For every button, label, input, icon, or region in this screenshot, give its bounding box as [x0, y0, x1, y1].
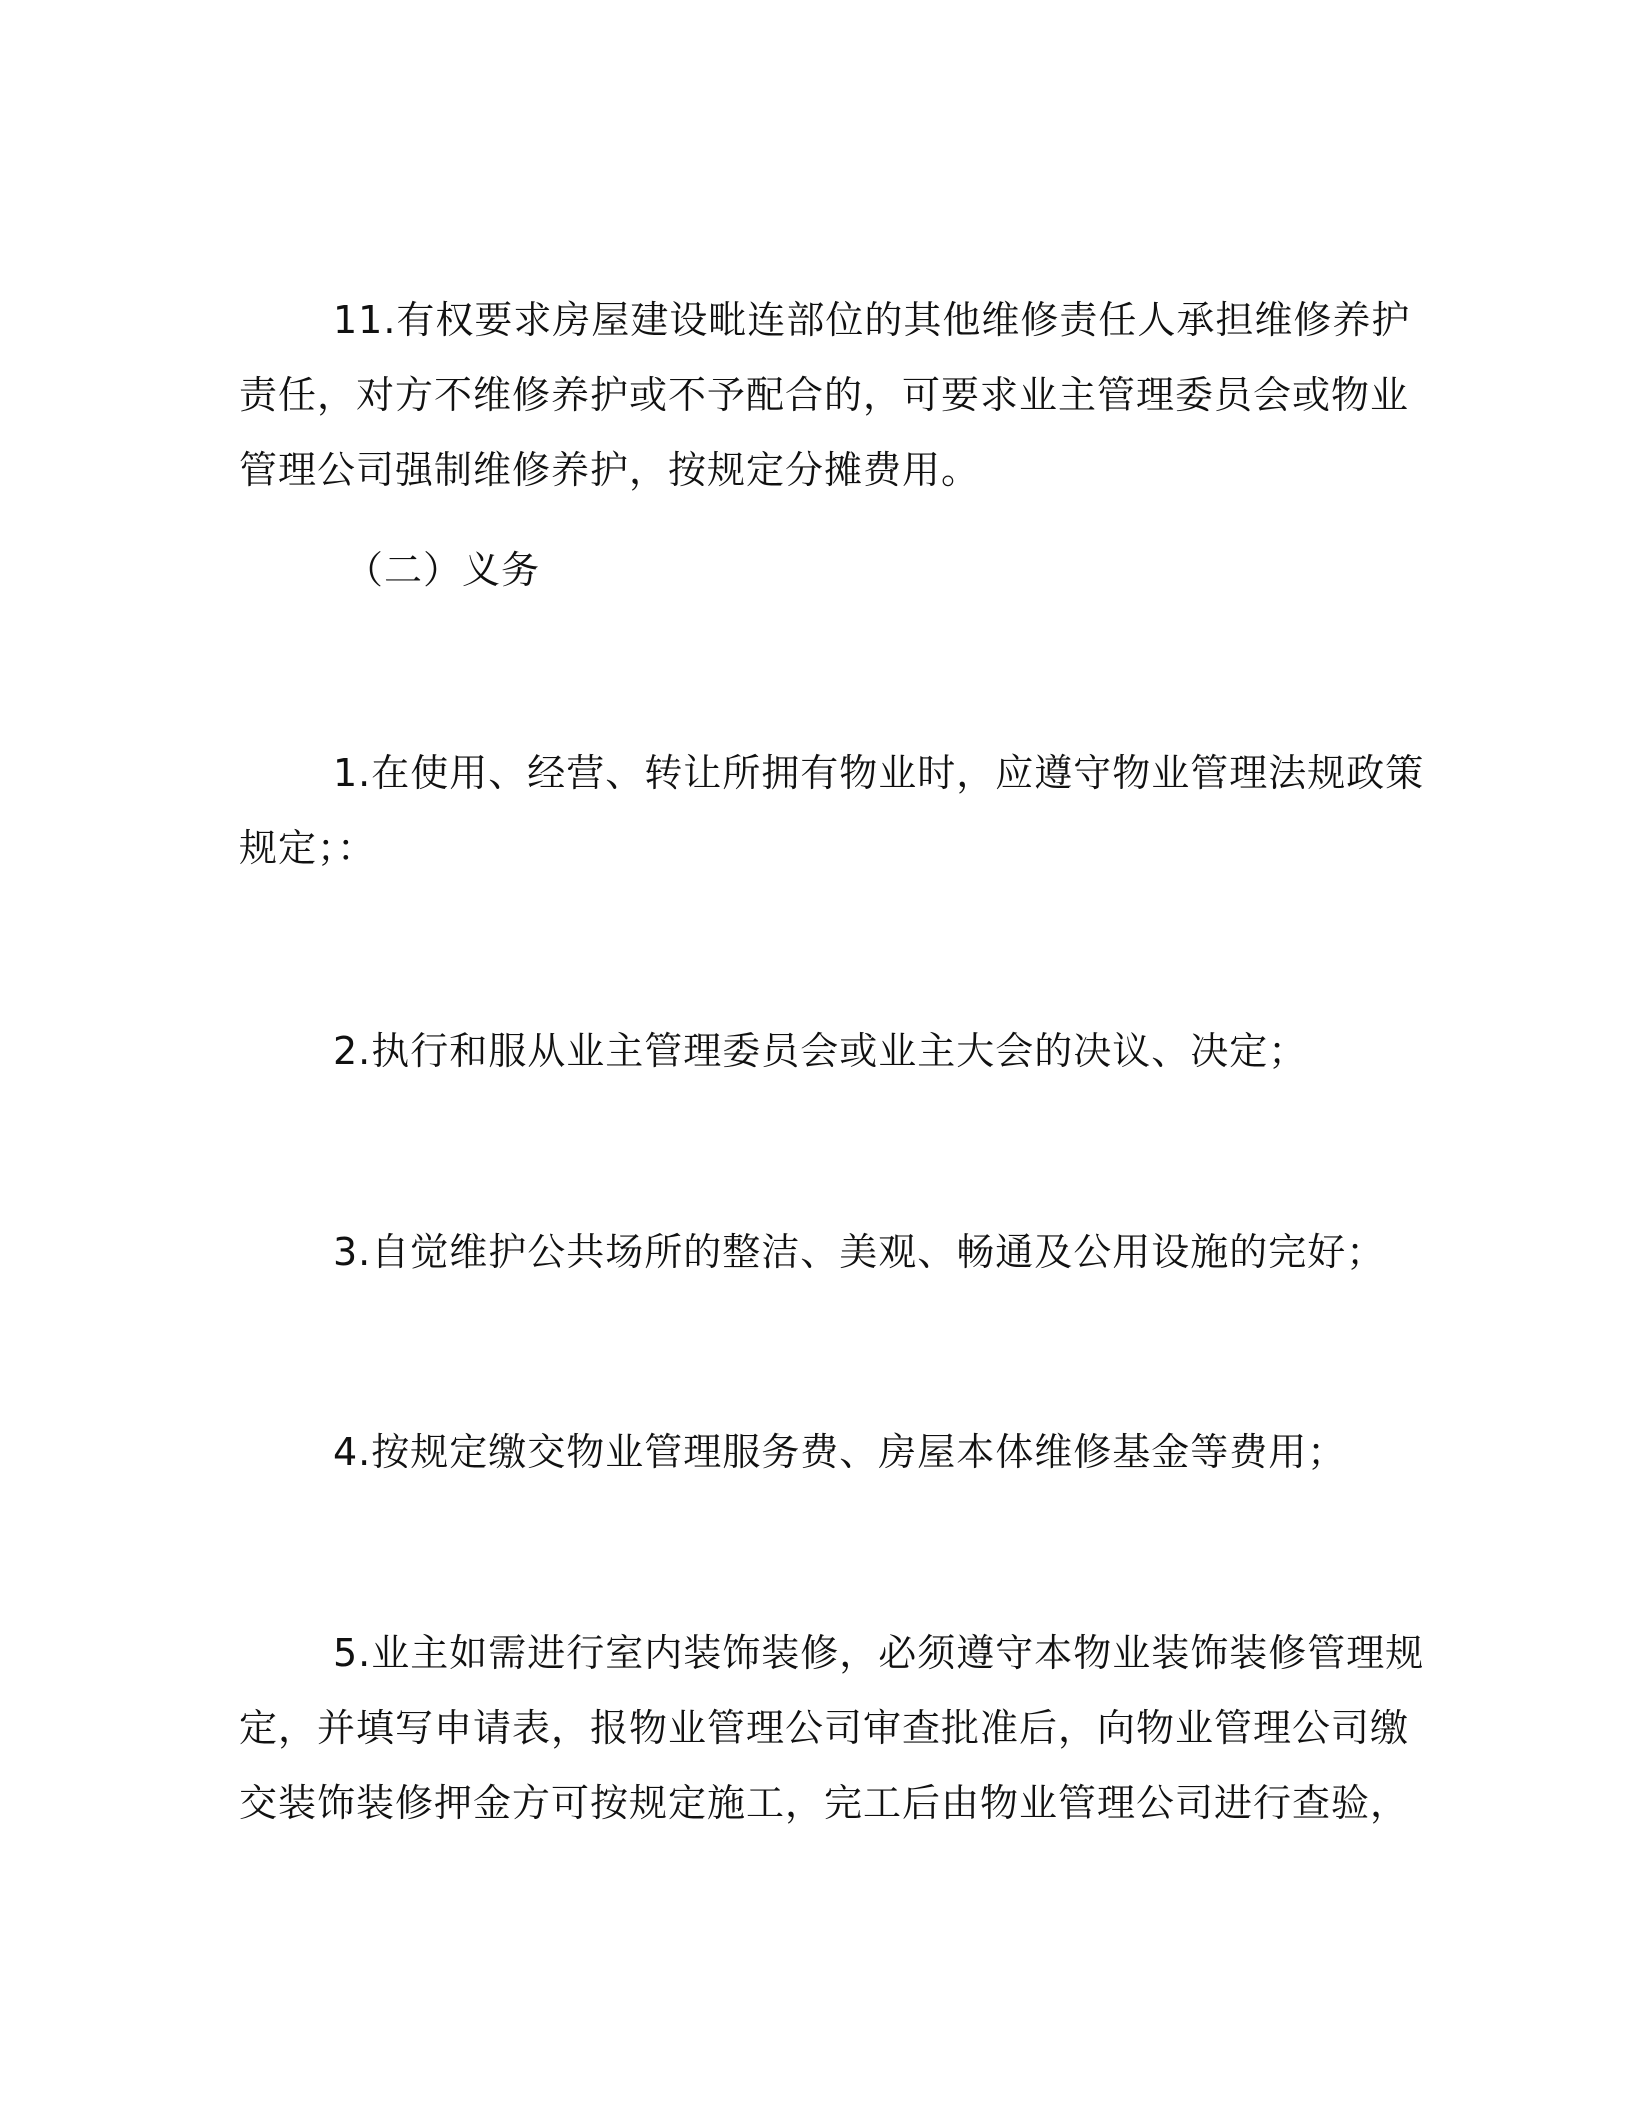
paragraph-5-line-3: 交装饰装修押金方可按规定施工，完工后由物业管理公司进行查验， [239, 1781, 1410, 1825]
paragraph-1-line-1: 1.在使用、经营、转让所拥有物业时，应遵守物业管理法规政策 [333, 751, 1425, 795]
paragraph-11-line-2: 责任，对方不维修养护或不予配合的，可要求业主管理委员会或物业 [239, 373, 1410, 417]
paragraph-5-line-2: 定，并填写申请表，报物业管理公司审查批准后，向物业管理公司缴 [239, 1706, 1410, 1750]
paragraph-1-line-2: 规定；： [239, 826, 377, 870]
paragraph-3-line-1: 3.自觉维护公共场所的整洁、美观、畅通及公用设施的完好； [333, 1230, 1386, 1274]
paragraph-11-line-1: 11.有权要求房屋建设毗连部位的其他维修责任人承担维修养护 [333, 298, 1411, 342]
paragraph-11-line-3: 管理公司强制维修养护，按规定分摊费用。 [239, 448, 981, 492]
section-heading-obligations: （二）义务 [345, 548, 541, 592]
paragraph-2-line-1: 2.执行和服从业主管理委员会或业主大会的决议、决定； [333, 1029, 1308, 1073]
paragraph-4-line-1: 4.按规定缴交物业管理服务费、房屋本体维修基金等费用； [333, 1430, 1347, 1474]
paragraph-5-line-1: 5.业主如需进行室内装饰装修，必须遵守本物业装饰装修管理规 [333, 1631, 1425, 1675]
